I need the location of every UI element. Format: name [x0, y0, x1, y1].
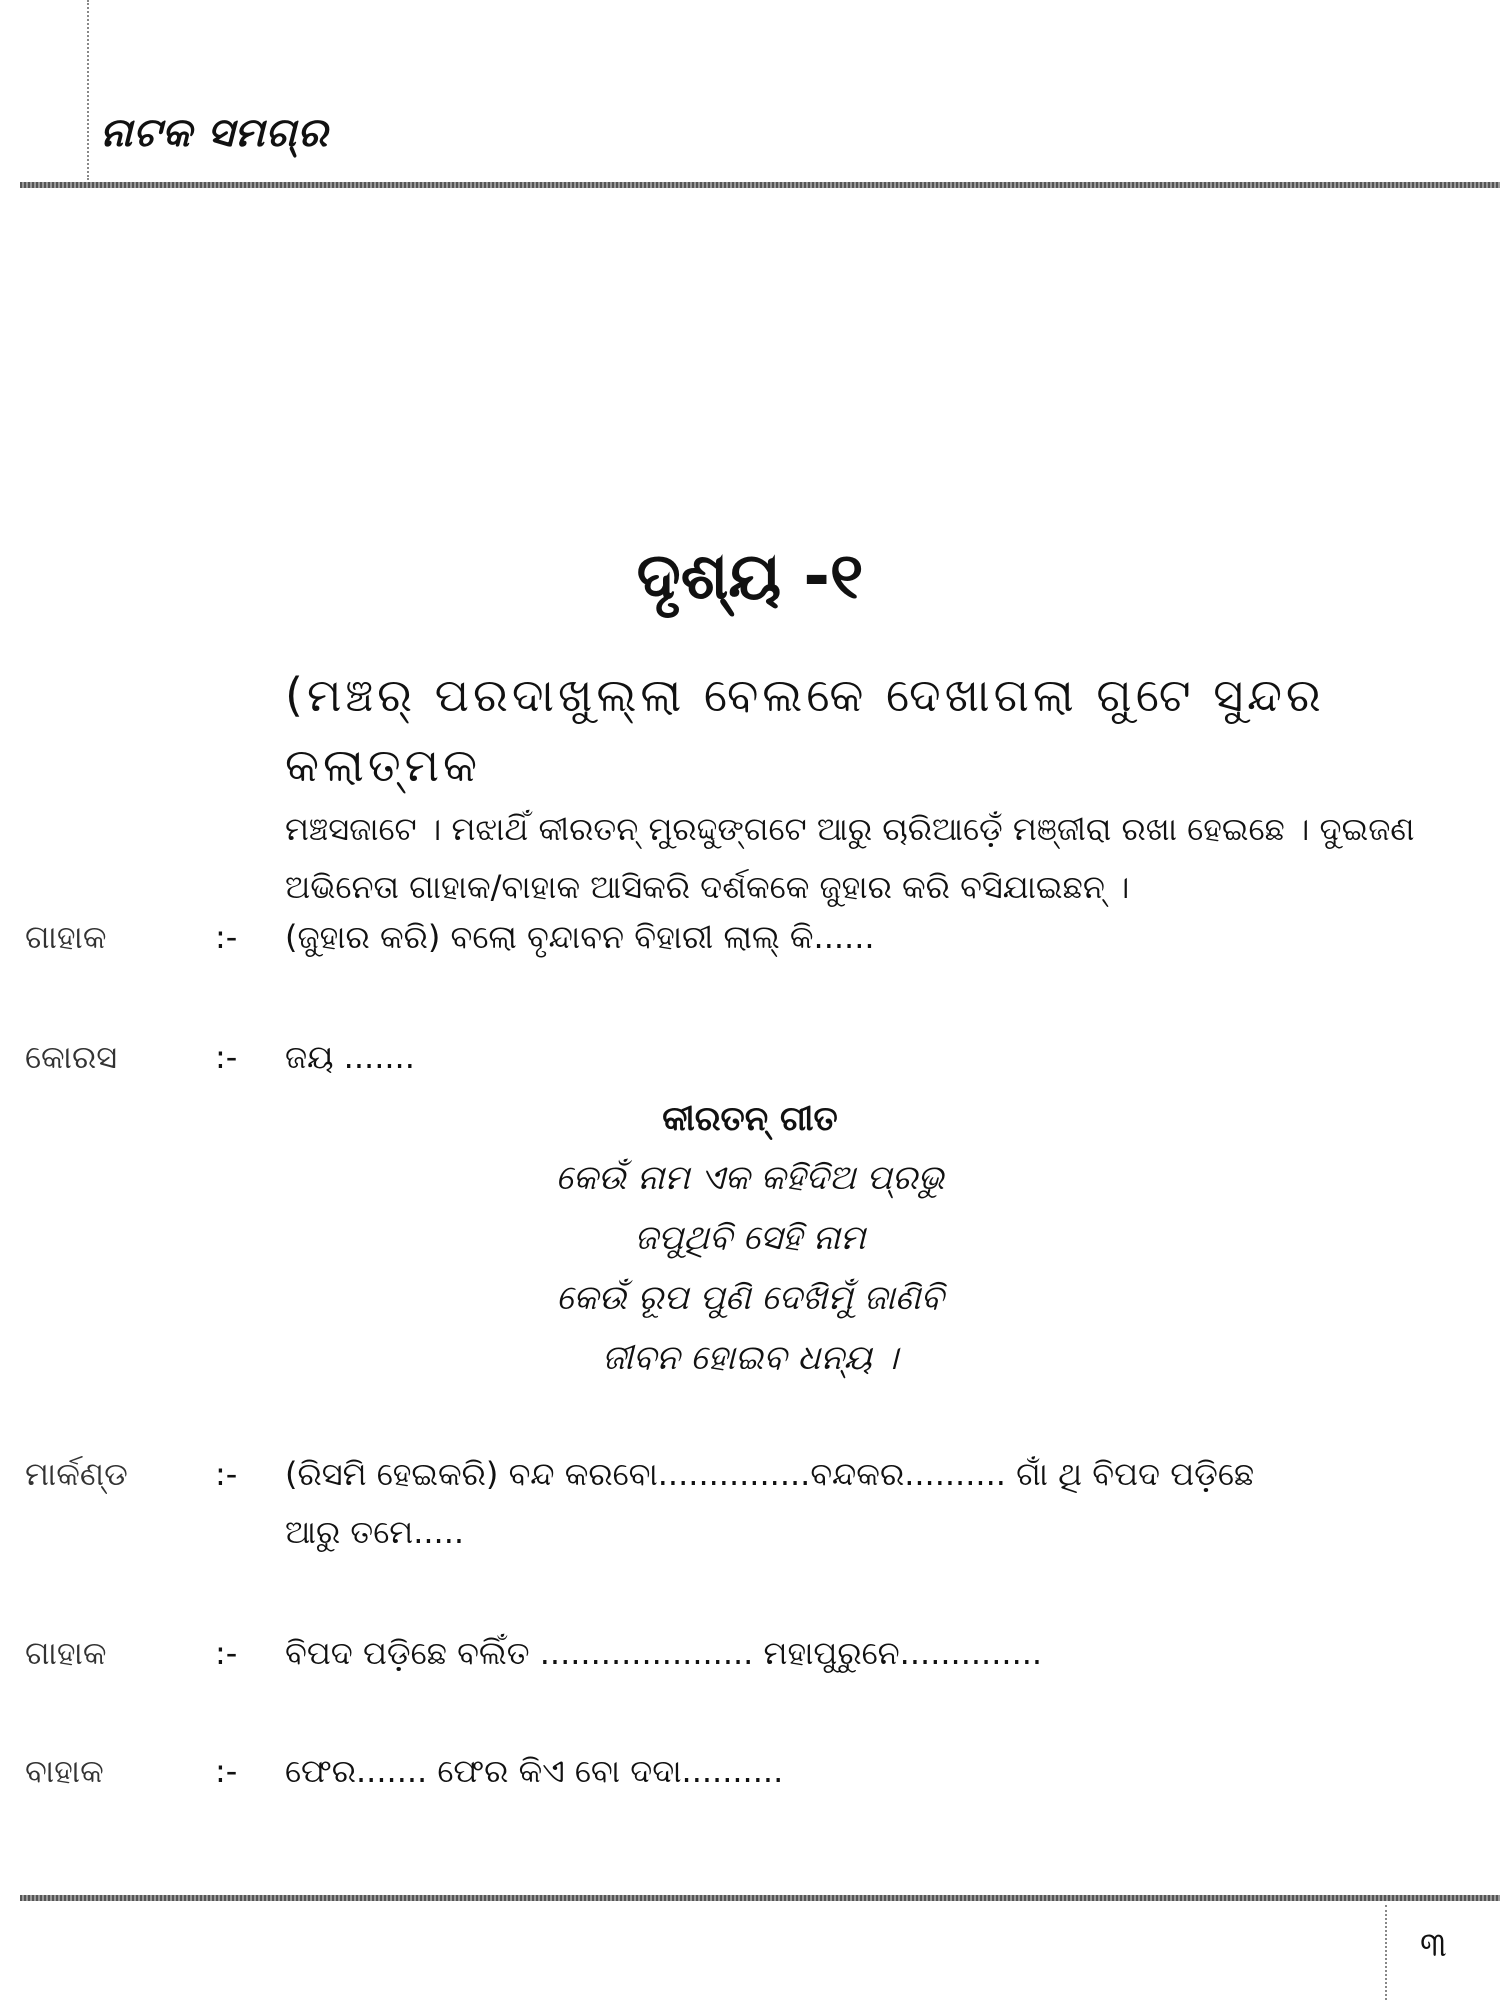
dialogue-line: ବିପଦ ପଡ଼ିଛେ ବଲିଁତ ..................... ମହାପୁରୁନେ..............	[285, 1634, 1043, 1672]
speaker-name: ବାହାକ	[25, 1752, 104, 1790]
page-number: ୩	[1420, 1925, 1447, 1965]
dialogue-colon: :-	[215, 1455, 238, 1493]
speaker-name: ମାର୍କଣ୍ଡ	[25, 1455, 128, 1493]
stage-direction-line: ଅଭିନେତା ଗାହାକ/ବାହାକ ଆସିକରି ଦର୍ଶକକେ ଜୁହାର କରି ବସିଯାଇଛନ୍ ।	[285, 868, 1130, 906]
dialogue-colon: :-	[215, 1752, 238, 1790]
speaker-name: ଗାହାକ	[25, 918, 107, 956]
dialogue-colon: :-	[215, 1634, 238, 1672]
header-rule	[20, 182, 1500, 188]
dialogue-line: ଜୟ .......	[285, 1038, 415, 1076]
song-line: ଜପୁଥିବି ସେହି ନାମ	[634, 1218, 866, 1258]
running-header-title: ନାଟକ ସମଗ୍ର	[100, 110, 329, 156]
song-line: କେଉଁ ନାମ ଏକ କହିଦିଅ ପ୍ରଭୁ	[555, 1158, 945, 1198]
scene-title: ଦୃଶ୍ୟ -୧	[636, 540, 864, 614]
song-line: ଜୀବନ ହୋଇବ ଧନ୍ୟ ।	[602, 1338, 898, 1378]
dialogue-line: ଫେର....... ଫେର କିଏ ବୋ ଦଦା..........	[285, 1752, 784, 1790]
footer-rule	[20, 1895, 1500, 1901]
dialogue-line: (ରିସମି ହେଇକରି) ବନ୍ଦ କରବୋ...............ବନ୍ଦକର.......... ଗାଁ ଥି ବିପଦ ପଡ଼ିଛେ	[285, 1455, 1255, 1493]
kirtan-song	[0, 1090, 1500, 1388]
margin-dotted-line-top	[87, 0, 89, 180]
dialogue-colon: :-	[215, 1038, 238, 1076]
stage-direction	[285, 660, 1500, 916]
dialogue-line: ଆରୁ ତମେ.....	[285, 1513, 465, 1551]
song-line: କେଉଁ ରୂପ ପୁଣି ଦେଖିମୁଁ ଜାଣିବି	[556, 1278, 944, 1318]
stage-direction-line: (ମଞ୍ଚର୍ ପରଦାଖୁଲ୍ଲା ବେଲକେ ଦେଖାଗଲା ଗୁଟେ ସୁନ୍ଦର କଲାତ୍ମକ	[285, 668, 1325, 792]
margin-dotted-line-bottom	[1385, 1905, 1387, 2000]
dialogue-colon: :-	[215, 918, 238, 956]
stage-direction-line: ମଞ୍ଚସଜାଟେ । ମଝାଥିଁ କୀରତନ୍ ମୁରଦ୍ଦୁଙ୍ଗଟେ ଆରୁ ଚାରିଆଡ଼େଁ ମଞ୍ଜୀରା ରଖା ହେଇଛେ । ଦୁଇଜଣ	[285, 810, 1415, 848]
dialogue-line: (ଜୁହାର କରି) ବଲୋ ବୃନ୍ଦାବନ ବିହାରୀ ଲାଲ୍ କି......	[285, 918, 875, 956]
speaker-name: କୋରସ	[25, 1038, 118, 1076]
song-title: କୀରତନ୍ ଗୀତ	[662, 1099, 838, 1139]
speaker-name: ଗାହାକ	[25, 1634, 107, 1672]
